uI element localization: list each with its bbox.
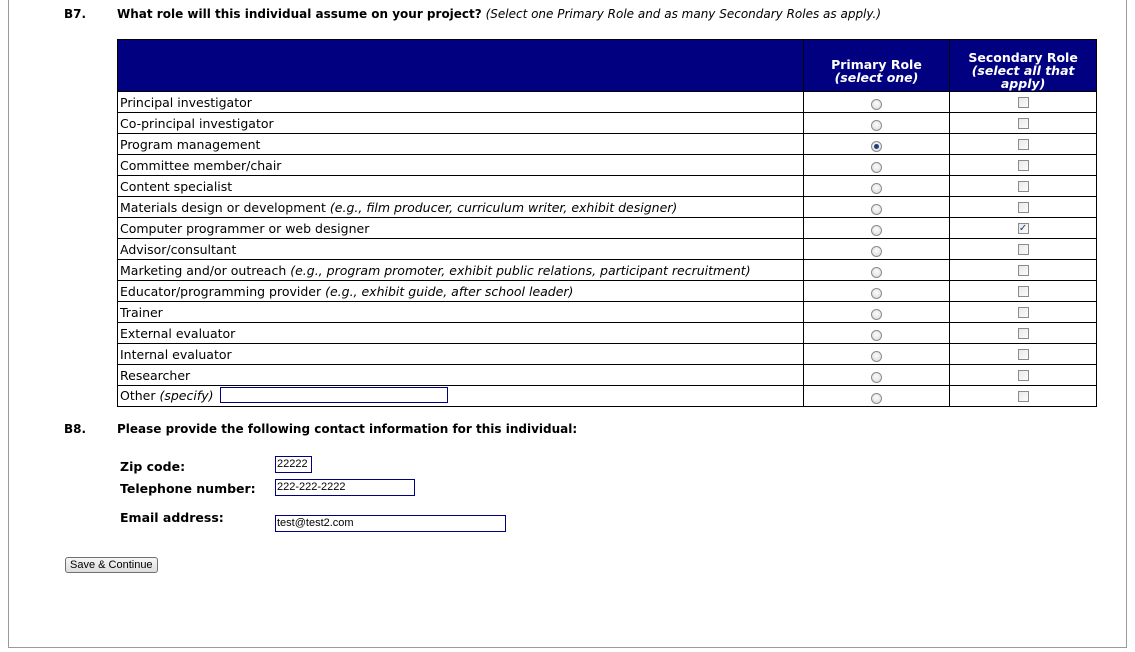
role-row [118,92,1097,113]
role-row [118,155,1097,176]
save-continue-button[interactable]: Save & Continue [65,557,158,573]
primary-role-radio[interactable] [871,162,882,173]
role-label: Principal investigator [120,94,252,110]
role-label-cell [118,113,804,134]
secondary-role-checkbox[interactable] [1018,265,1029,276]
role-row [118,176,1097,197]
role-label: Educator/programming provider [120,283,322,299]
role-label-cell [118,281,804,302]
role-row [118,281,1097,302]
header-primary-label: Primary Role [831,57,922,72]
secondary-role-cell [950,197,1097,218]
primary-role-cell [803,281,950,302]
question-b8-text: Please provide the following contact information for this individual: [117,422,578,436]
primary-role-radio[interactable] [871,351,882,362]
primary-role-radio[interactable] [871,267,882,278]
role-label-cell [118,344,804,365]
role-label: Researcher [120,367,191,383]
role-note: (e.g., film producer, curriculum writer, exhibit designer) [329,199,678,215]
primary-role-cell [803,302,950,323]
role-label-cell [118,92,804,113]
role-label: External evaluator [120,325,236,341]
role-row [118,302,1097,323]
role-label-cell [118,239,804,260]
secondary-role-checkbox[interactable] [1018,160,1029,171]
secondary-role-cell [950,344,1097,365]
role-label: Internal evaluator [120,346,232,362]
secondary-role-checkbox[interactable] [1018,349,1029,360]
role-label-cell [118,302,804,323]
secondary-role-cell [950,92,1097,113]
primary-role-cell [803,365,950,386]
role-row [118,365,1097,386]
phone-input[interactable]: 222-222-2222 [275,479,415,496]
secondary-role-checkbox[interactable] [1018,118,1029,129]
role-note: (e.g., exhibit guide, after school leader) [325,283,574,299]
secondary-role-checkbox[interactable] [1018,391,1029,402]
primary-role-cell [803,344,950,365]
role-label: Marketing and/or outreach [120,262,287,278]
header-secondary-label: Secondary Role [968,50,1078,65]
role-row [118,197,1097,218]
zip-label: Zip code: [120,459,186,474]
primary-role-cell [803,260,950,281]
primary-role-radio[interactable] [871,99,882,110]
header-role [118,40,804,92]
primary-role-cell [803,92,950,113]
primary-role-radio[interactable] [871,120,882,131]
role-label: Advisor/consultant [120,241,237,257]
role-row [118,386,1097,407]
role-label: Content specialist [120,178,233,194]
secondary-role-cell [950,386,1097,407]
secondary-role-cell [950,218,1097,239]
primary-role-cell [803,239,950,260]
primary-role-cell [803,323,950,344]
primary-role-cell [803,386,950,407]
question-b7-instruction: (Select one Primary Role and as many Secondary Roles as apply.) [485,7,882,21]
role-table-header [118,40,1097,92]
primary-role-radio[interactable] [871,393,882,404]
primary-role-radio[interactable] [871,246,882,257]
question-number-b8: B8. [64,422,87,436]
role-label-cell [118,218,804,239]
primary-role-radio[interactable] [871,204,882,215]
role-label-cell [118,197,804,218]
secondary-role-checkbox[interactable] [1018,307,1029,318]
primary-role-radio[interactable] [871,309,882,320]
secondary-role-checkbox[interactable] [1018,328,1029,339]
question-b8 [117,422,577,436]
header-secondary-sub: (select all that apply) [971,63,1075,91]
secondary-role-checkbox[interactable] [1018,202,1029,213]
question-number-b7: B7. [64,7,87,21]
role-label: Co-principal investigator [120,115,274,131]
secondary-role-checkbox[interactable] [1018,370,1029,381]
zip-input[interactable]: 22222 [275,456,312,473]
secondary-role-cell [950,155,1097,176]
secondary-role-checkbox[interactable] [1018,97,1029,108]
primary-role-radio[interactable] [871,330,882,341]
role-row [118,344,1097,365]
email-input[interactable]: test@test2.com [275,515,506,532]
secondary-role-cell [950,134,1097,155]
role-label: Other [120,387,156,403]
header-primary-sub: (select one) [834,70,919,85]
question-b7 [117,7,881,21]
secondary-role-cell [950,365,1097,386]
secondary-role-cell [950,113,1097,134]
secondary-role-cell [950,176,1097,197]
primary-role-cell [803,113,950,134]
role-row [118,113,1097,134]
role-label-cell [118,176,804,197]
primary-role-radio[interactable] [871,183,882,194]
primary-role-radio[interactable] [871,225,882,236]
role-table [117,39,1097,407]
secondary-role-cell [950,281,1097,302]
secondary-role-checkbox[interactable] [1018,139,1029,150]
email-label: Email address: [120,510,224,525]
primary-role-cell [803,134,950,155]
role-label-cell [118,386,804,407]
role-row [118,218,1097,239]
role-label: Materials design or development [120,199,326,215]
primary-role-cell [803,218,950,239]
role-label-cell [118,134,804,155]
role-label-cell [118,155,804,176]
role-label: Program management [120,136,261,152]
primary-role-cell [803,155,950,176]
role-label-cell [118,365,804,386]
role-label-cell [118,260,804,281]
phone-label: Telephone number: [120,481,256,496]
other-specify-input[interactable] [220,387,448,403]
role-row [118,239,1097,260]
role-label: Computer programmer or web designer [120,220,370,236]
role-row [118,260,1097,281]
primary-role-cell [803,176,950,197]
role-note: (specify) [159,387,214,403]
header-primary-role [803,40,950,92]
secondary-role-cell [950,260,1097,281]
primary-role-radio[interactable] [871,141,882,152]
secondary-role-checkbox[interactable] [1018,244,1029,255]
header-secondary-role [950,40,1097,92]
primary-role-cell [803,197,950,218]
secondary-role-cell [950,239,1097,260]
secondary-role-cell [950,323,1097,344]
primary-role-radio[interactable] [871,372,882,383]
role-label-cell [118,323,804,344]
role-row [118,134,1097,155]
secondary-role-checkbox[interactable] [1018,181,1029,192]
role-row [118,323,1097,344]
primary-role-radio[interactable] [871,288,882,299]
role-note: (e.g., program promoter, exhibit public relations, participant recruitment) [290,262,751,278]
role-label: Committee member/chair [120,157,282,173]
role-label: Trainer [120,304,163,320]
secondary-role-cell [950,302,1097,323]
secondary-role-checkbox[interactable]: ✓ [1018,222,1028,234]
secondary-role-checkbox[interactable] [1018,286,1029,297]
question-b7-text: What role will this individual assume on your project? [117,7,482,21]
